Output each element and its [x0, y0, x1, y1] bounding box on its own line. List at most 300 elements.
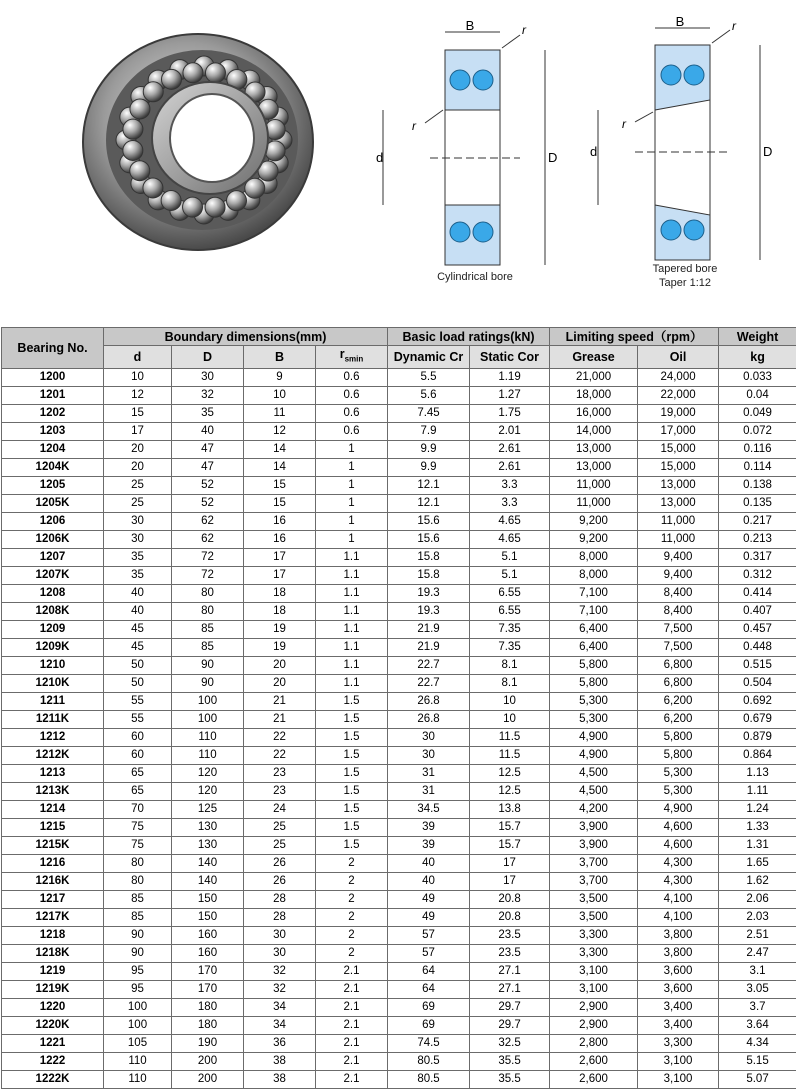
cell-static-cor: 20.8 — [470, 908, 550, 926]
cell-bearing-no: 1209K — [2, 638, 104, 656]
cell-weight: 3.7 — [719, 998, 796, 1016]
cell-d: 35 — [104, 548, 172, 566]
radius-label: r — [412, 119, 417, 133]
cell-oil: 24,000 — [638, 368, 719, 386]
cell-weight: 0.515 — [719, 656, 796, 674]
cell-B: 25 — [244, 818, 316, 836]
bearing-ball — [226, 191, 246, 211]
cell-dynamic-cr: 69 — [388, 998, 470, 1016]
cell-D: 32 — [172, 386, 244, 404]
cell-B: 14 — [244, 458, 316, 476]
cell-static-cor: 27.1 — [470, 962, 550, 980]
cell-D: 62 — [172, 530, 244, 548]
cell-B: 21 — [244, 692, 316, 710]
table-row — [2, 944, 796, 962]
cell-static-cor: 13.8 — [470, 800, 550, 818]
cell-r-smin: 1.1 — [316, 638, 388, 656]
cell-static-cor: 29.7 — [470, 1016, 550, 1034]
cell-D: 85 — [172, 620, 244, 638]
table-row — [2, 620, 796, 638]
cell-B: 18 — [244, 584, 316, 602]
cell-grease: 11,000 — [550, 494, 638, 512]
cell-B: 26 — [244, 872, 316, 890]
cell-bearing-no: 1216 — [2, 854, 104, 872]
cell-bearing-no: 1220K — [2, 1016, 104, 1034]
cell-weight: 0.114 — [719, 458, 796, 476]
cell-grease: 9,200 — [550, 530, 638, 548]
cell-oil: 3,100 — [638, 1052, 719, 1070]
table-row — [2, 764, 796, 782]
cell-static-cor: 17 — [470, 872, 550, 890]
tapered-bore-caption-line2: Taper 1:12 — [640, 276, 730, 290]
cell-oil: 5,300 — [638, 764, 719, 782]
cell-grease: 5,800 — [550, 656, 638, 674]
cell-bearing-no: 1208 — [2, 584, 104, 602]
cell-B: 30 — [244, 944, 316, 962]
cell-D: 85 — [172, 638, 244, 656]
cell-d: 75 — [104, 836, 172, 854]
cell-D: 150 — [172, 890, 244, 908]
cell-D: 110 — [172, 728, 244, 746]
cell-B: 24 — [244, 800, 316, 818]
cell-B: 32 — [244, 980, 316, 998]
table-row — [2, 728, 796, 746]
cell-dynamic-cr: 31 — [388, 764, 470, 782]
cell-D: 40 — [172, 422, 244, 440]
cell-bearing-no: 1215 — [2, 818, 104, 836]
header-r-smin — [316, 346, 388, 369]
cell-weight: 0.312 — [719, 566, 796, 584]
cell-dynamic-cr: 7.45 — [388, 404, 470, 422]
cell-bearing-no: 1212K — [2, 746, 104, 764]
header-limiting-speed: Limiting speed（rpm） — [550, 328, 719, 346]
cell-oil: 6,800 — [638, 656, 719, 674]
bearing-ball — [123, 140, 143, 160]
cell-oil: 15,000 — [638, 458, 719, 476]
cell-bearing-no: 1205K — [2, 494, 104, 512]
cell-d: 35 — [104, 566, 172, 584]
cell-D: 140 — [172, 854, 244, 872]
cell-r-smin: 2 — [316, 944, 388, 962]
cell-B: 17 — [244, 548, 316, 566]
radius-label: r — [622, 117, 627, 131]
cell-D: 35 — [172, 404, 244, 422]
table-row — [2, 566, 796, 584]
cell-weight: 1.65 — [719, 854, 796, 872]
cell-d: 40 — [104, 602, 172, 620]
product-illustration-area — [0, 0, 796, 326]
cell-dynamic-cr: 12.1 — [388, 494, 470, 512]
cell-B: 34 — [244, 998, 316, 1016]
table-row — [2, 512, 796, 530]
cell-r-smin: 1.5 — [316, 692, 388, 710]
cell-r-smin: 1.5 — [316, 746, 388, 764]
cell-weight: 0.504 — [719, 674, 796, 692]
cell-oil: 4,300 — [638, 854, 719, 872]
cell-bearing-no: 1207K — [2, 566, 104, 584]
cell-r-smin: 2.1 — [316, 1070, 388, 1088]
cell-r-smin: 0.6 — [316, 386, 388, 404]
cell-dynamic-cr: 22.7 — [388, 674, 470, 692]
tapered-bore-caption — [640, 262, 730, 290]
cell-d: 50 — [104, 674, 172, 692]
cell-D: 120 — [172, 764, 244, 782]
table-row — [2, 674, 796, 692]
cell-dynamic-cr: 21.9 — [388, 620, 470, 638]
table-row — [2, 548, 796, 566]
cell-static-cor: 1.19 — [470, 368, 550, 386]
cell-grease: 7,100 — [550, 602, 638, 620]
cell-r-smin: 2.1 — [316, 1052, 388, 1070]
cell-weight: 0.692 — [719, 692, 796, 710]
cell-weight: 0.116 — [719, 440, 796, 458]
cell-weight: 2.06 — [719, 890, 796, 908]
cell-B: 10 — [244, 386, 316, 404]
cell-r-smin: 0.6 — [316, 422, 388, 440]
cell-r-smin: 1.1 — [316, 602, 388, 620]
cell-dynamic-cr: 15.8 — [388, 548, 470, 566]
cell-r-smin: 1 — [316, 494, 388, 512]
cell-r-smin: 1.5 — [316, 728, 388, 746]
cell-dynamic-cr: 49 — [388, 890, 470, 908]
cell-weight: 5.15 — [719, 1052, 796, 1070]
bearing-ball — [130, 161, 150, 181]
cell-d: 55 — [104, 710, 172, 728]
cell-B: 15 — [244, 476, 316, 494]
cell-bearing-no: 1218K — [2, 944, 104, 962]
cell-grease: 13,000 — [550, 458, 638, 476]
dim-B-label: B — [466, 18, 475, 33]
cell-D: 80 — [172, 602, 244, 620]
cell-D: 170 — [172, 962, 244, 980]
cell-oil: 22,000 — [638, 386, 719, 404]
cell-B: 21 — [244, 710, 316, 728]
cell-oil: 3,600 — [638, 962, 719, 980]
cell-static-cor: 2.01 — [470, 422, 550, 440]
bearing-photo — [70, 20, 320, 270]
cell-B: 23 — [244, 782, 316, 800]
cell-d: 65 — [104, 782, 172, 800]
cell-bearing-no: 1222 — [2, 1052, 104, 1070]
cell-B: 38 — [244, 1070, 316, 1088]
cell-d: 90 — [104, 944, 172, 962]
cell-dynamic-cr: 57 — [388, 926, 470, 944]
cell-r-smin: 2 — [316, 872, 388, 890]
cell-d: 95 — [104, 962, 172, 980]
header-r-subscript: smin — [345, 355, 364, 364]
cell-bearing-no: 1222K — [2, 1070, 104, 1088]
cell-dynamic-cr: 49 — [388, 908, 470, 926]
table-row — [2, 890, 796, 908]
cell-D: 130 — [172, 836, 244, 854]
table-row — [2, 998, 796, 1016]
cell-weight: 2.51 — [719, 926, 796, 944]
cell-d: 50 — [104, 656, 172, 674]
cell-d: 25 — [104, 494, 172, 512]
cell-d: 85 — [104, 890, 172, 908]
cell-bearing-no: 1220 — [2, 998, 104, 1016]
table-row — [2, 1052, 796, 1070]
cell-d: 90 — [104, 926, 172, 944]
cell-weight: 3.05 — [719, 980, 796, 998]
cell-dynamic-cr: 39 — [388, 836, 470, 854]
bearing-ball — [123, 119, 143, 139]
cell-bearing-no: 1201 — [2, 386, 104, 404]
cell-dynamic-cr: 9.9 — [388, 440, 470, 458]
cell-oil: 11,000 — [638, 512, 719, 530]
cell-oil: 6,200 — [638, 692, 719, 710]
cell-bearing-no: 1204K — [2, 458, 104, 476]
cell-bearing-no: 1207 — [2, 548, 104, 566]
cell-d: 30 — [104, 530, 172, 548]
cell-B: 28 — [244, 890, 316, 908]
cell-weight: 1.13 — [719, 764, 796, 782]
cell-d: 20 — [104, 440, 172, 458]
header-boundary-dimensions: Boundary dimensions(mm) — [104, 328, 388, 346]
cell-weight: 0.033 — [719, 368, 796, 386]
cell-bearing-no: 1209 — [2, 620, 104, 638]
cell-d: 65 — [104, 764, 172, 782]
header-d: d — [104, 346, 172, 369]
cell-oil: 4,100 — [638, 908, 719, 926]
cell-D: 110 — [172, 746, 244, 764]
table-row — [2, 800, 796, 818]
cell-r-smin: 2.1 — [316, 1034, 388, 1052]
cell-r-smin: 1 — [316, 458, 388, 476]
cell-dynamic-cr: 40 — [388, 872, 470, 890]
cell-d: 25 — [104, 476, 172, 494]
cell-r-smin: 2.1 — [316, 980, 388, 998]
cell-static-cor: 8.1 — [470, 674, 550, 692]
cell-bearing-no: 1217 — [2, 890, 104, 908]
cell-grease: 3,300 — [550, 926, 638, 944]
cell-r-smin: 2 — [316, 890, 388, 908]
cell-dynamic-cr: 9.9 — [388, 458, 470, 476]
cell-oil: 3,100 — [638, 1070, 719, 1088]
radius-label: r — [522, 23, 527, 37]
cell-r-smin: 1.5 — [316, 710, 388, 728]
cell-d: 30 — [104, 512, 172, 530]
table-row — [2, 962, 796, 980]
table-row — [2, 872, 796, 890]
cell-r-smin: 2 — [316, 854, 388, 872]
cell-dynamic-cr: 21.9 — [388, 638, 470, 656]
cell-static-cor: 35.5 — [470, 1070, 550, 1088]
cell-weight: 0.317 — [719, 548, 796, 566]
cell-weight: 0.135 — [719, 494, 796, 512]
header-basic-load-ratings: Basic load ratings(kN) — [388, 328, 550, 346]
cell-grease: 3,900 — [550, 818, 638, 836]
cell-grease: 5,300 — [550, 692, 638, 710]
header-kg: kg — [719, 346, 796, 369]
cell-static-cor: 20.8 — [470, 890, 550, 908]
cell-static-cor: 11.5 — [470, 728, 550, 746]
cell-d: 15 — [104, 404, 172, 422]
cell-static-cor: 10 — [470, 710, 550, 728]
cell-weight: 0.457 — [719, 620, 796, 638]
cell-dynamic-cr: 64 — [388, 962, 470, 980]
cell-oil: 4,300 — [638, 872, 719, 890]
cell-static-cor: 1.27 — [470, 386, 550, 404]
cell-r-smin: 1.5 — [316, 836, 388, 854]
bearing-ball — [183, 197, 203, 217]
table-row — [2, 386, 796, 404]
table-row — [2, 602, 796, 620]
cell-weight: 1.62 — [719, 872, 796, 890]
cell-d: 17 — [104, 422, 172, 440]
cell-weight: 2.47 — [719, 944, 796, 962]
cell-oil: 17,000 — [638, 422, 719, 440]
cell-bearing-no: 1211 — [2, 692, 104, 710]
cell-weight: 0.879 — [719, 728, 796, 746]
header-oil: Oil — [638, 346, 719, 369]
cell-grease: 18,000 — [550, 386, 638, 404]
table-row — [2, 818, 796, 836]
cell-static-cor: 15.7 — [470, 818, 550, 836]
table-row — [2, 836, 796, 854]
cell-D: 190 — [172, 1034, 244, 1052]
cell-dynamic-cr: 5.6 — [388, 386, 470, 404]
bearing-ball — [205, 63, 225, 83]
cell-d: 105 — [104, 1034, 172, 1052]
cell-grease: 7,100 — [550, 584, 638, 602]
cell-grease: 11,000 — [550, 476, 638, 494]
cell-bearing-no: 1206K — [2, 530, 104, 548]
table-row — [2, 476, 796, 494]
cell-oil: 15,000 — [638, 440, 719, 458]
cell-oil: 3,400 — [638, 998, 719, 1016]
cell-D: 100 — [172, 710, 244, 728]
table-row — [2, 458, 796, 476]
cell-D: 200 — [172, 1070, 244, 1088]
cylindrical-bore-caption: Cylindrical bore — [420, 270, 530, 284]
table-row — [2, 368, 796, 386]
cell-d: 12 — [104, 386, 172, 404]
cell-static-cor: 1.75 — [470, 404, 550, 422]
table-row — [2, 494, 796, 512]
cell-dynamic-cr: 19.3 — [388, 584, 470, 602]
cell-static-cor: 27.1 — [470, 980, 550, 998]
cell-r-smin: 1 — [316, 512, 388, 530]
cell-grease: 3,500 — [550, 890, 638, 908]
cell-r-smin: 1.5 — [316, 800, 388, 818]
cell-r-smin: 2.1 — [316, 1016, 388, 1034]
cell-oil: 3,400 — [638, 1016, 719, 1034]
cell-static-cor: 35.5 — [470, 1052, 550, 1070]
cell-dynamic-cr: 12.1 — [388, 476, 470, 494]
cell-oil: 9,400 — [638, 566, 719, 584]
cell-weight: 0.407 — [719, 602, 796, 620]
table-row — [2, 710, 796, 728]
table-row — [2, 1034, 796, 1052]
cell-D: 90 — [172, 674, 244, 692]
table-row — [2, 908, 796, 926]
cell-oil: 5,800 — [638, 728, 719, 746]
cell-B: 34 — [244, 1016, 316, 1034]
cell-bearing-no: 1202 — [2, 404, 104, 422]
cell-grease: 3,500 — [550, 908, 638, 926]
cell-bearing-no: 1213K — [2, 782, 104, 800]
cell-oil: 5,800 — [638, 746, 719, 764]
cell-dynamic-cr: 80.5 — [388, 1070, 470, 1088]
cell-static-cor: 23.5 — [470, 944, 550, 962]
cell-static-cor: 17 — [470, 854, 550, 872]
cell-dynamic-cr: 64 — [388, 980, 470, 998]
cell-oil: 8,400 — [638, 602, 719, 620]
cell-bearing-no: 1214 — [2, 800, 104, 818]
cell-dynamic-cr: 39 — [388, 818, 470, 836]
cell-weight: 0.864 — [719, 746, 796, 764]
cell-oil: 3,300 — [638, 1034, 719, 1052]
cell-r-smin: 1.1 — [316, 656, 388, 674]
cell-B: 11 — [244, 404, 316, 422]
cell-D: 90 — [172, 656, 244, 674]
cell-static-cor: 7.35 — [470, 638, 550, 656]
cell-oil: 19,000 — [638, 404, 719, 422]
cell-oil: 4,900 — [638, 800, 719, 818]
cell-grease: 8,000 — [550, 566, 638, 584]
cell-oil: 11,000 — [638, 530, 719, 548]
cell-B: 15 — [244, 494, 316, 512]
cell-D: 150 — [172, 908, 244, 926]
cell-d: 45 — [104, 638, 172, 656]
table-row — [2, 422, 796, 440]
cell-dynamic-cr: 15.6 — [388, 512, 470, 530]
cell-r-smin: 1.5 — [316, 818, 388, 836]
cell-r-smin: 1.5 — [316, 764, 388, 782]
cell-bearing-no: 1211K — [2, 710, 104, 728]
cell-B: 9 — [244, 368, 316, 386]
cell-B: 16 — [244, 530, 316, 548]
cell-static-cor: 8.1 — [470, 656, 550, 674]
cell-r-smin: 1.5 — [316, 782, 388, 800]
cell-dynamic-cr: 7.9 — [388, 422, 470, 440]
cell-static-cor: 10 — [470, 692, 550, 710]
radius-label: r — [732, 19, 737, 33]
cell-r-smin: 2 — [316, 908, 388, 926]
cell-r-smin: 1.1 — [316, 548, 388, 566]
table-row — [2, 584, 796, 602]
cell-static-cor: 12.5 — [470, 782, 550, 800]
table-row — [2, 440, 796, 458]
cell-bearing-no: 1212 — [2, 728, 104, 746]
cell-static-cor: 32.5 — [470, 1034, 550, 1052]
cell-bearing-no: 1219K — [2, 980, 104, 998]
cell-grease: 3,100 — [550, 962, 638, 980]
cylindrical-bore-diagram — [370, 10, 560, 300]
cell-grease: 4,900 — [550, 728, 638, 746]
cell-d: 80 — [104, 872, 172, 890]
cell-dynamic-cr: 5.5 — [388, 368, 470, 386]
header-weight: Weight — [719, 328, 796, 346]
cell-D: 180 — [172, 998, 244, 1016]
cell-d: 20 — [104, 458, 172, 476]
cell-D: 130 — [172, 818, 244, 836]
table-row — [2, 854, 796, 872]
cell-static-cor: 23.5 — [470, 926, 550, 944]
cell-d: 100 — [104, 1016, 172, 1034]
cell-static-cor: 12.5 — [470, 764, 550, 782]
cell-D: 80 — [172, 584, 244, 602]
cell-B: 18 — [244, 602, 316, 620]
cell-D: 160 — [172, 944, 244, 962]
cell-D: 52 — [172, 494, 244, 512]
table-row — [2, 746, 796, 764]
cell-dynamic-cr: 15.6 — [388, 530, 470, 548]
cell-d: 85 — [104, 908, 172, 926]
cell-weight: 1.33 — [719, 818, 796, 836]
cell-static-cor: 5.1 — [470, 548, 550, 566]
